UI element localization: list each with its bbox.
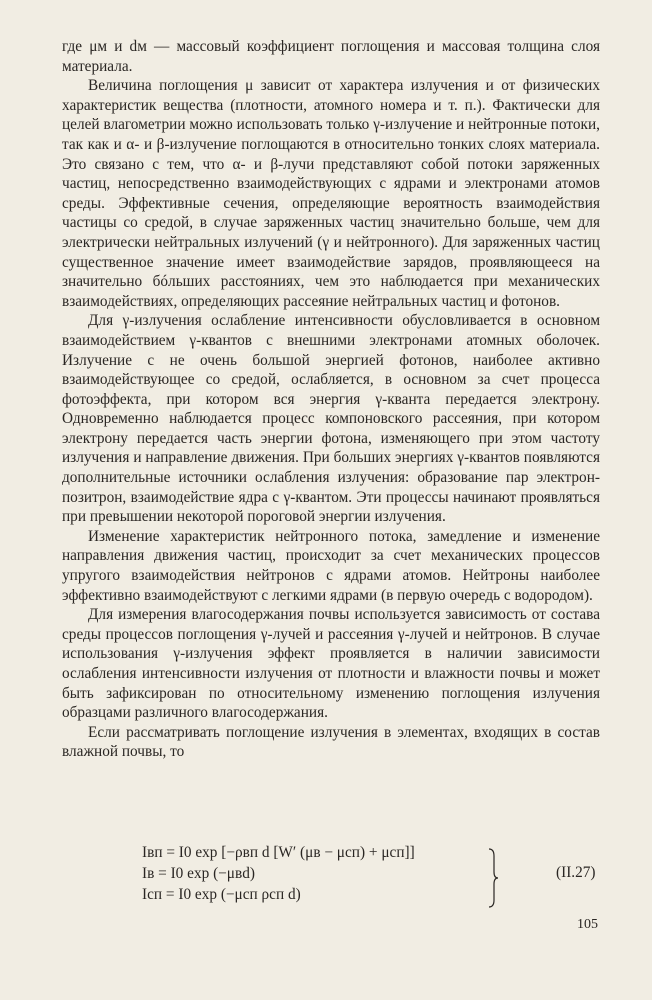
formula-line-1: Iвп = I0 exp [−ρвп d [W′ (μв − μсп) + μсп]] [142,844,415,861]
right-brace-icon [487,848,499,908]
paragraph-4: Изменение характеристик нейтронного потока, замедление и изменение направления движения частиц, происходит за счет механических процессов упругого взаимодействия нейтронов с ядрами атомов. Нейтроны наиболее эффективно взаимодействуют с легкими ядрами (в первую очередь с водородом). [62,527,600,604]
body-text [62,37,600,762]
formula-line-2: Iв = I0 exp (−μвd) [142,865,255,882]
paragraph-3: Для γ-излучения ослабление интенсивности обусловливается в основном взаимодействием γ-квантов с внешними электронами атомных оболочек. Излучение с не очень большой энергией фотонов, наиболее активно взаимодействующее со средой, ослабляется, в основном за счет процесса фотоэффекта, при котором вся энергия γ-кванта передается электрону. Одновременно наблюдается процесс компоновского рассеяния, при котором электрону передается часть энергии фотона, изменяющего при этом частоту излучения и направление движения. При больших энергиях γ-квантов появляются дополнительные источники ослабления излучения: образование пар электрон-позитрон, взаимодействие ядра с γ-квантом. Эти процессы начинают проявляться при превышении некоторой пороговой энергии излучения. [62,312,600,526]
paragraph-5: Для измерения влагосодержания почвы используется зависимость от состава среды процессов поглощения γ-лучей и рассеяния γ-лучей и нейтронов. В случае использования γ-излучения эффект проявляется в наличии зависимости ослабления интенсивности излучения от плотности и влажности почвы и может быть зафиксирован по относительному изменению поглощения излучения образцами различного влагосодержания. [62,606,600,722]
paragraph-2: Величина поглощения μ зависит от характера излучения и от физических характеристик вещества (плотности, атомного номера и т. п.). Фактически для целей влагометрии можно использовать только γ-излучение и нейтронные потоки, так как и α- и β-излучение поглощаются в относительно тонких слоях материала. Это связано с тем, что α- и β-лучи представляют собой потоки заряженных частиц, непосредственно взаимодействующих с ядрами и электронами атомов среды. Эффективные сечения, определяющие вероятность взаимодействия частицы со средой, в случае заряженных частиц значительно больше, чем для электрически нейтральных излучений (γ и нейтронного). Для заряженных частиц существенное значение имеет взаимодействие зарядов, проявляющееся на значительно бóльших расстояниях, чем это наблюдается при механических взаимодействиях, определяющих рассеяние нейтральных частиц и фотонов. [62,77,600,310]
equation-number: (II.27) [556,864,596,881]
paragraph-6: Если рассматривать поглощение излучения в элементах, входящих в состав влажной почвы, то [62,723,600,761]
page-number: 105 [577,917,598,932]
paragraph-1: где μм и dм — массовый коэффициент поглощения и массовая толщина слоя материала. [62,38,600,75]
formula-line-3: Iсп = I0 exp (−μсп ρсп d) [142,886,301,903]
formula-system [142,842,542,906]
